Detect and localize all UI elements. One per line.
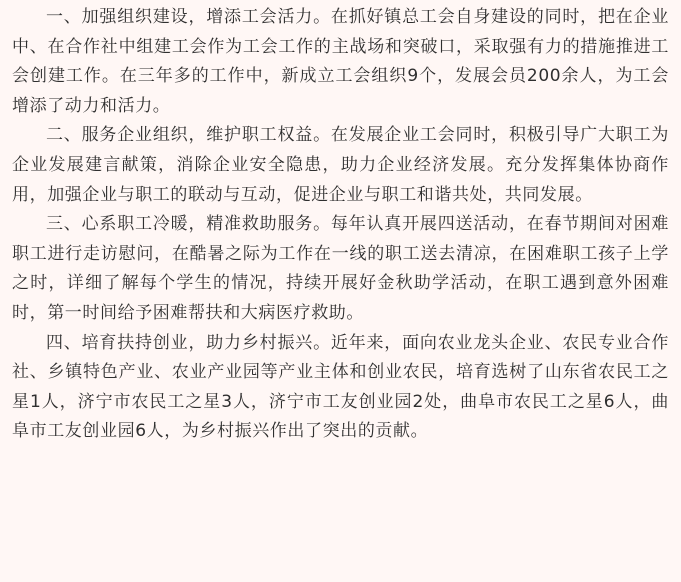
paragraph-organization-building: 一、加强组织建设，增添工会活力。在抓好镇总工会自身建设的同时，把在企业中、在合作社中组建工会作为工会工作的主战场和突破口，采取强有力的措施推进工会创建工作。在三年多的工作中，新成立工会组织9个，发展会员200余人，为工会增添了动力和活力。 <box>12 7 669 116</box>
paragraph-rural-revitalization: 四、培育扶持创业，助力乡村振兴。近年来，面向农业龙头企业、农民专业合作社、乡镇特色产业、农业产业园等产业主体和创业农民，培育选树了山东省农民工之星1人，济宁市农民工之星3人，济宁市工友创业园2处，曲阜市农民工之星6人，曲阜市工友创业园6人，为乡村振兴作出了突出的贡献。 <box>12 332 669 442</box>
paragraph-worker-assistance: 三、心系职工冷暖，精准救助服务。每年认真开展四送活动，在春节期间对困难职工进行走访慰问，在酷暑之际为工作在一线的职工送去清凉，在困难职工孩子上学之时，详细了解每个学生的情况，持续开展好金秋助学活动，在职工遇到意外困难时，第一时间给予困难帮扶和大病医疗救助。 <box>12 214 669 323</box>
paragraph-serve-enterprises: 二、服务企业组织，维护职工权益。在发展企业工会同时，积极引导广大职工为企业发展建言献策，消除企业安全隐患，助力企业经济发展。充分发挥集体协商作用，加强企业与职工的联动与互动，促进企业与职工和谐共处，共同发展。 <box>12 125 669 205</box>
